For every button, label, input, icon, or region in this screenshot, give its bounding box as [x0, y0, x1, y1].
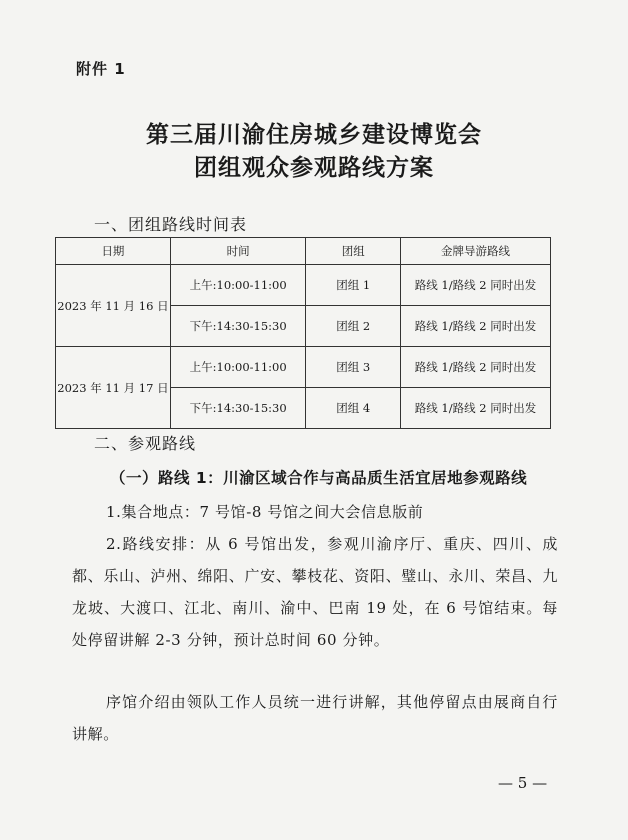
- time-cell: 下午:14:30-15:30: [170, 306, 306, 347]
- header-group: 团组: [306, 238, 401, 265]
- route-cell: 路线 1/路线 2 同时出发: [401, 265, 551, 306]
- time-cell: 上午:10:00-11:00: [170, 347, 306, 388]
- table-row: [56, 265, 551, 306]
- document-title-line1: 第三届川渝住房城乡建设博览会: [146, 121, 482, 148]
- route-cell: 路线 1/路线 2 同时出发: [401, 347, 551, 388]
- section2-heading: 二、参观路线: [94, 434, 197, 453]
- header-time: 时间: [170, 238, 306, 265]
- section1-heading: 一、团组路线时间表: [94, 215, 248, 234]
- page-number: — 5 —: [498, 774, 548, 792]
- table-header-row: [56, 238, 551, 265]
- schedule-table: [55, 237, 551, 429]
- time-cell: 上午:10:00-11:00: [170, 265, 306, 306]
- route-cell: 路线 1/路线 2 同时出发: [401, 388, 551, 429]
- group-cell: 团组 4: [306, 388, 401, 429]
- group-cell: 团组 2: [306, 306, 401, 347]
- date-cell: 2023 年 11 月 17 日: [56, 347, 171, 429]
- document-title-line2: 团组观众参观路线方案: [194, 154, 434, 181]
- table-row: [56, 347, 551, 388]
- time-cell: 下午:14:30-15:30: [170, 388, 306, 429]
- group-cell: 团组 1: [306, 265, 401, 306]
- group-cell: 团组 3: [306, 347, 401, 388]
- meeting-point-paragraph: 1.集合地点：7 号馆-8 号馆之间大会信息版前: [106, 503, 424, 521]
- date-cell: 2023 年 11 月 16 日: [56, 265, 171, 347]
- header-date: 日期: [56, 238, 171, 265]
- header-route: 金牌导游路线: [401, 238, 551, 265]
- route-cell: 路线 1/路线 2 同时出发: [401, 306, 551, 347]
- attachment-label: 附件 1: [76, 60, 126, 78]
- route-arrangement-paragraph: 2.路线安排：从 6 号馆出发，参观川渝序厅、重庆、四川、成都、乐山、泸州、绵阳、广安、攀枝花、资阳、璧山、永川、荣昌、九龙坡、大渡口、江北、南川、渝中、巴南 19 处，在 6 号馆结束。每处停留讲解 2-3 分钟，预计总时间 60 分钟。: [72, 535, 558, 649]
- route1-title: （一）路线 1：川渝区域合作与高品质生活宜居地参观路线: [110, 469, 528, 487]
- explanation-paragraph: 序馆介绍由领队工作人员统一进行讲解，其他停留点由展商自行讲解。: [72, 693, 558, 743]
